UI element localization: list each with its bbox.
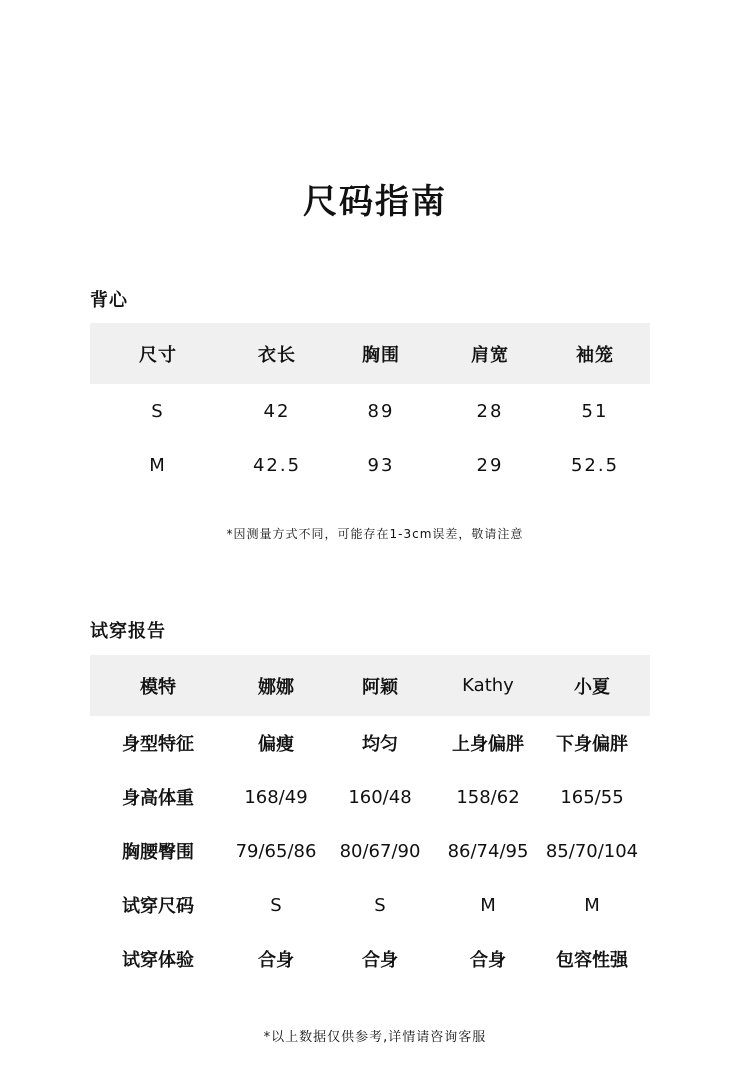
vest-header-cell: 肩宽 <box>471 344 509 366</box>
fitting-cell: 80/67/90 <box>339 840 421 862</box>
fitting-cell: 合身 <box>470 950 506 971</box>
fitting-header-cell: Kathy <box>462 675 514 696</box>
fitting-cell: M <box>584 894 600 916</box>
vest-cell: 52.5 <box>570 454 620 476</box>
fitting-cell: M <box>480 894 496 916</box>
vest-cell: 51 <box>581 400 609 422</box>
fitting-section-title: 试穿报告 <box>90 621 166 642</box>
fitting-header-cell: 小夏 <box>574 676 610 698</box>
vest-cell: 29 <box>476 454 504 476</box>
vest-cell: 28 <box>476 400 504 422</box>
fitting-cell: 168/49 <box>244 786 308 808</box>
vest-header-cell: 袖笼 <box>576 344 614 366</box>
fitting-cell: 包容性强 <box>556 950 628 971</box>
table-row <box>90 438 650 492</box>
fitting-header-cell: 阿颖 <box>362 676 398 698</box>
vest-cell: 89 <box>367 400 395 422</box>
vest-cell: S <box>151 400 165 422</box>
vest-section-title: 背心 <box>90 290 128 311</box>
fitting-row-label: 胸腰臀围 <box>122 842 194 863</box>
fitting-row-label: 身型特征 <box>122 734 194 755</box>
vest-header-cell: 胸围 <box>362 344 400 366</box>
fitting-row-label: 试穿尺码 <box>122 896 194 917</box>
page-title: 尺码指南 <box>303 182 447 222</box>
table-row <box>90 770 650 824</box>
table-row <box>90 716 650 770</box>
fitting-cell: 85/70/104 <box>545 840 639 862</box>
measurement-note: *因测量方式不同，可能存在1-3cm误差，敬请注意 <box>226 527 524 541</box>
fitting-cell: 86/74/95 <box>447 840 529 862</box>
fitting-cell: S <box>270 894 282 916</box>
vest-cell: 93 <box>367 454 395 476</box>
fitting-header-cell: 模特 <box>140 676 176 698</box>
fitting-cell: 79/65/86 <box>235 840 317 862</box>
vest-cell: 42.5 <box>252 454 302 476</box>
vest-header-cell: 尺寸 <box>139 344 177 366</box>
fitting-cell: 165/55 <box>560 786 624 808</box>
fitting-cell: 合身 <box>362 950 398 971</box>
fitting-report-table <box>90 655 650 986</box>
table-row <box>90 384 650 438</box>
fitting-cell: 158/62 <box>456 786 520 808</box>
fitting-cell: 均匀 <box>362 734 398 755</box>
fitting-cell: 偏瘦 <box>258 734 294 755</box>
fitting-cell: S <box>374 894 386 916</box>
vest-cell: M <box>149 454 167 476</box>
vest-cell: 42 <box>263 400 291 422</box>
fitting-row-label: 身高体重 <box>122 788 194 809</box>
fitting-table-header-row <box>90 655 650 716</box>
fitting-cell: 160/48 <box>348 786 412 808</box>
vest-table-header-row <box>90 323 650 384</box>
fitting-header-cell: 娜娜 <box>258 676 294 698</box>
vest-size-table <box>90 323 650 492</box>
fitting-cell: 下身偏胖 <box>556 734 628 755</box>
fitting-cell: 上身偏胖 <box>452 734 524 755</box>
fitting-cell: 合身 <box>258 950 294 971</box>
vest-header-cell: 衣长 <box>258 344 296 366</box>
table-row <box>90 932 650 986</box>
fitting-row-label: 试穿体验 <box>122 950 194 971</box>
table-row <box>90 824 650 878</box>
reference-note: *以上数据仅供参考,详情请咨询客服 <box>263 1030 487 1045</box>
table-row <box>90 878 650 932</box>
